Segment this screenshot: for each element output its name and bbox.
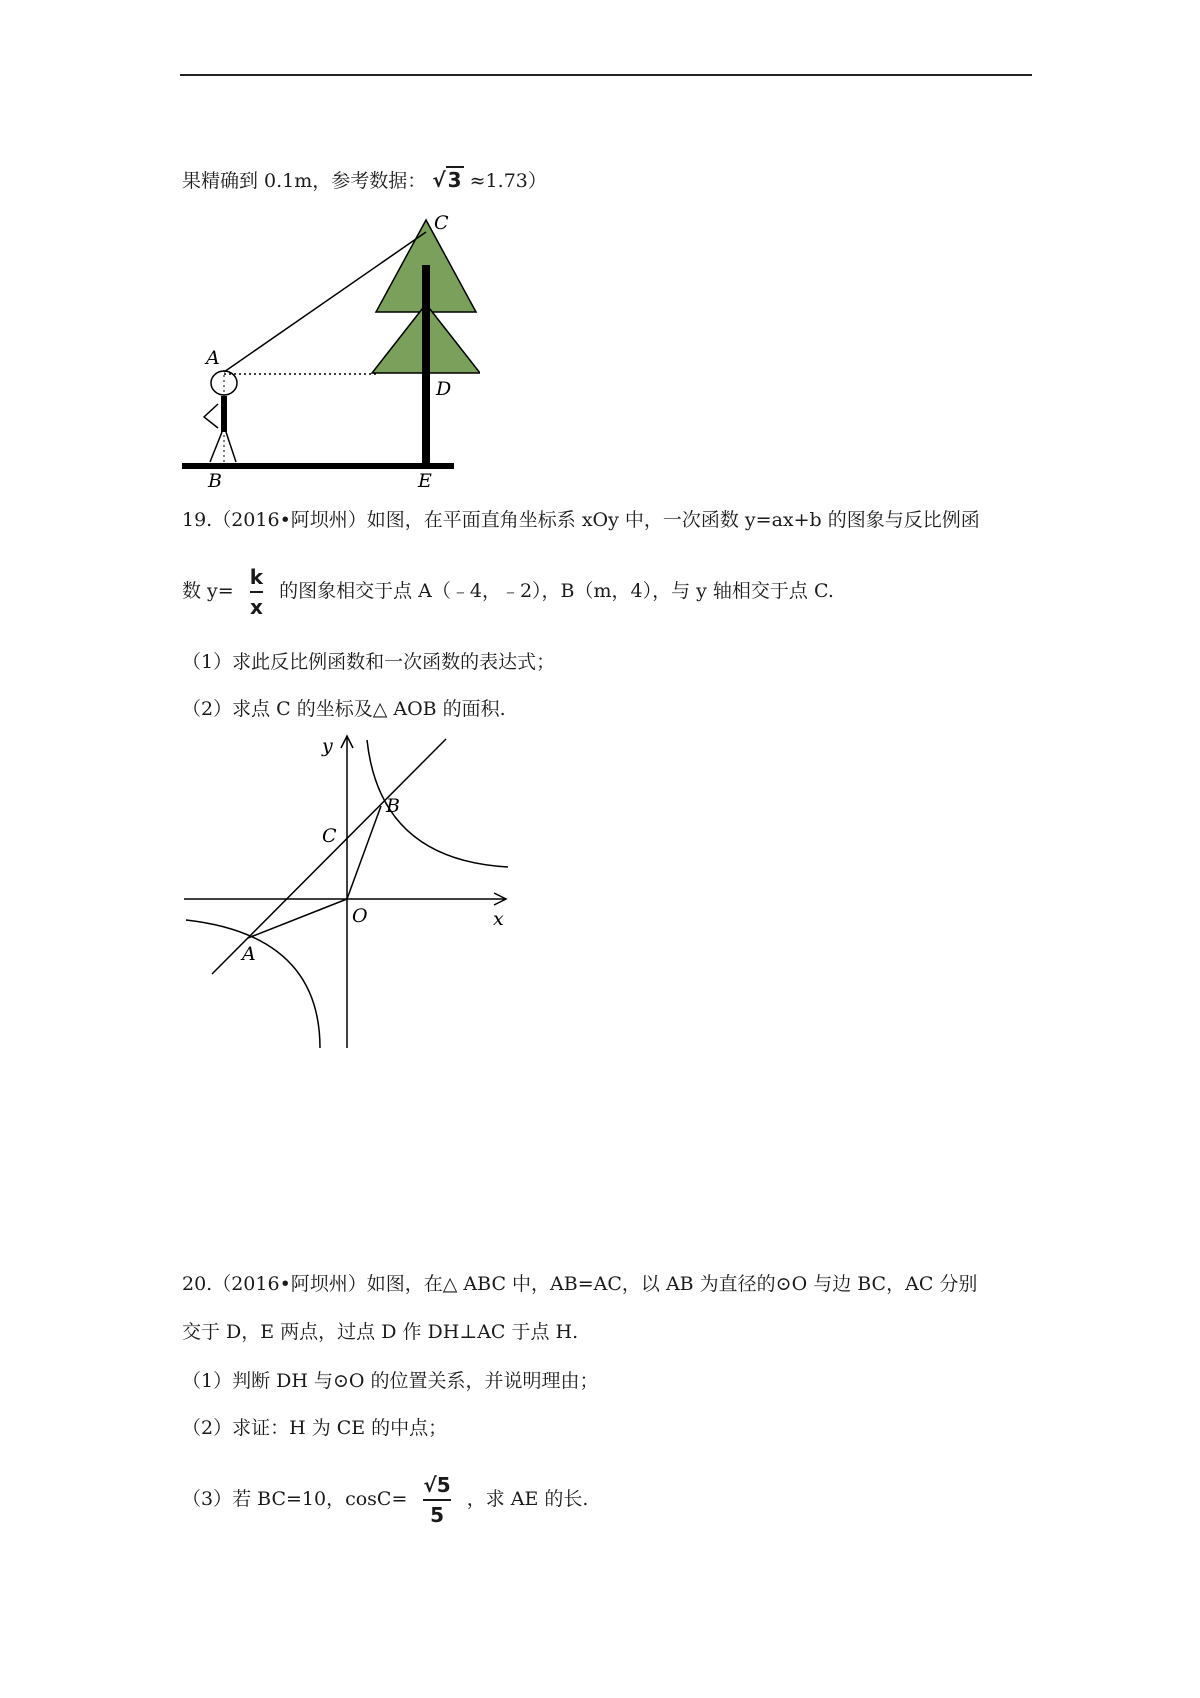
label-e: E	[418, 470, 432, 490]
label-c: C	[434, 212, 449, 234]
fraction-bar	[250, 591, 263, 593]
label-a: A	[242, 943, 256, 965]
q19-line1: 19.（2016•阿坝州）如图，在平面直角坐标系 xOy 中，一次函数 y=ax+b 的图象与反比例函	[182, 509, 980, 531]
figure-tree-height	[180, 210, 480, 490]
tree-pole	[422, 265, 430, 465]
label-y: y	[322, 735, 333, 757]
q20-line1: 20.（2016•阿坝州）如图，在△ ABC 中，AB=AC，以 AB 为直径的⊙O 与边 BC，AC 分别	[182, 1273, 978, 1295]
fraction-denominator: 5	[430, 1503, 445, 1527]
q20-part3	[182, 1468, 588, 1530]
hyperbola-branch-q3	[186, 920, 320, 1048]
fraction-numerator: √5	[423, 1473, 451, 1497]
person-arm	[204, 404, 218, 428]
fraction-sqrt5-over-5	[423, 1473, 450, 1527]
sqrt-radicand: 3	[447, 168, 462, 192]
ground-line	[182, 463, 454, 469]
linear-function-line	[212, 739, 446, 974]
label-b: B	[208, 470, 222, 490]
fraction-numerator: k	[249, 565, 264, 589]
intro-line	[182, 168, 547, 193]
sqrt-expression: √ 3	[432, 168, 462, 192]
fraction-bar	[423, 1499, 450, 1501]
segment-ob	[347, 806, 381, 899]
approx-value: ≈1.73）	[469, 170, 547, 192]
q19-part1: （1）求此反比例函数和一次函数的表达式；	[182, 651, 556, 673]
q20-part3-prefix: （3）若 BC=10，cosC=	[182, 1488, 408, 1510]
segment-ao	[248, 899, 347, 938]
header-rule	[180, 74, 1032, 76]
label-a: A	[206, 347, 220, 369]
q19-part2: （2）求点 C 的坐标及△ AOB 的面积.	[182, 698, 506, 720]
q19-line2-prefix: 数 y=	[182, 580, 234, 602]
figure-coordinate-graph	[180, 730, 520, 1050]
label-d: D	[436, 378, 452, 400]
q20-part2: （2）求证：H 为 CE 的中点；	[182, 1417, 448, 1439]
q20-part1: （1）判断 DH 与⊙O 的位置关系，并说明理由；	[182, 1370, 599, 1392]
label-x: x	[493, 908, 504, 930]
label-o: O	[352, 905, 368, 927]
intro-text: 果精确到 0.1m，参考数据：	[182, 170, 427, 192]
label-b: B	[386, 795, 400, 817]
q19-line2	[182, 560, 834, 622]
q19-line2-suffix: 的图象相交于点 A（﹣4，﹣2），B（m，4），与 y 轴相交于点 C.	[279, 580, 834, 602]
q20-line2: 交于 D，E 两点，过点 D 作 DH⊥AC 于点 H.	[182, 1321, 579, 1343]
fraction-denominator: x	[249, 595, 263, 619]
person-right-leg	[226, 432, 236, 462]
label-c: C	[322, 825, 337, 847]
q20-part3-suffix: ，求 AE 的长.	[466, 1488, 589, 1510]
person-left-leg	[210, 432, 222, 462]
fraction-k-over-x	[250, 565, 263, 619]
